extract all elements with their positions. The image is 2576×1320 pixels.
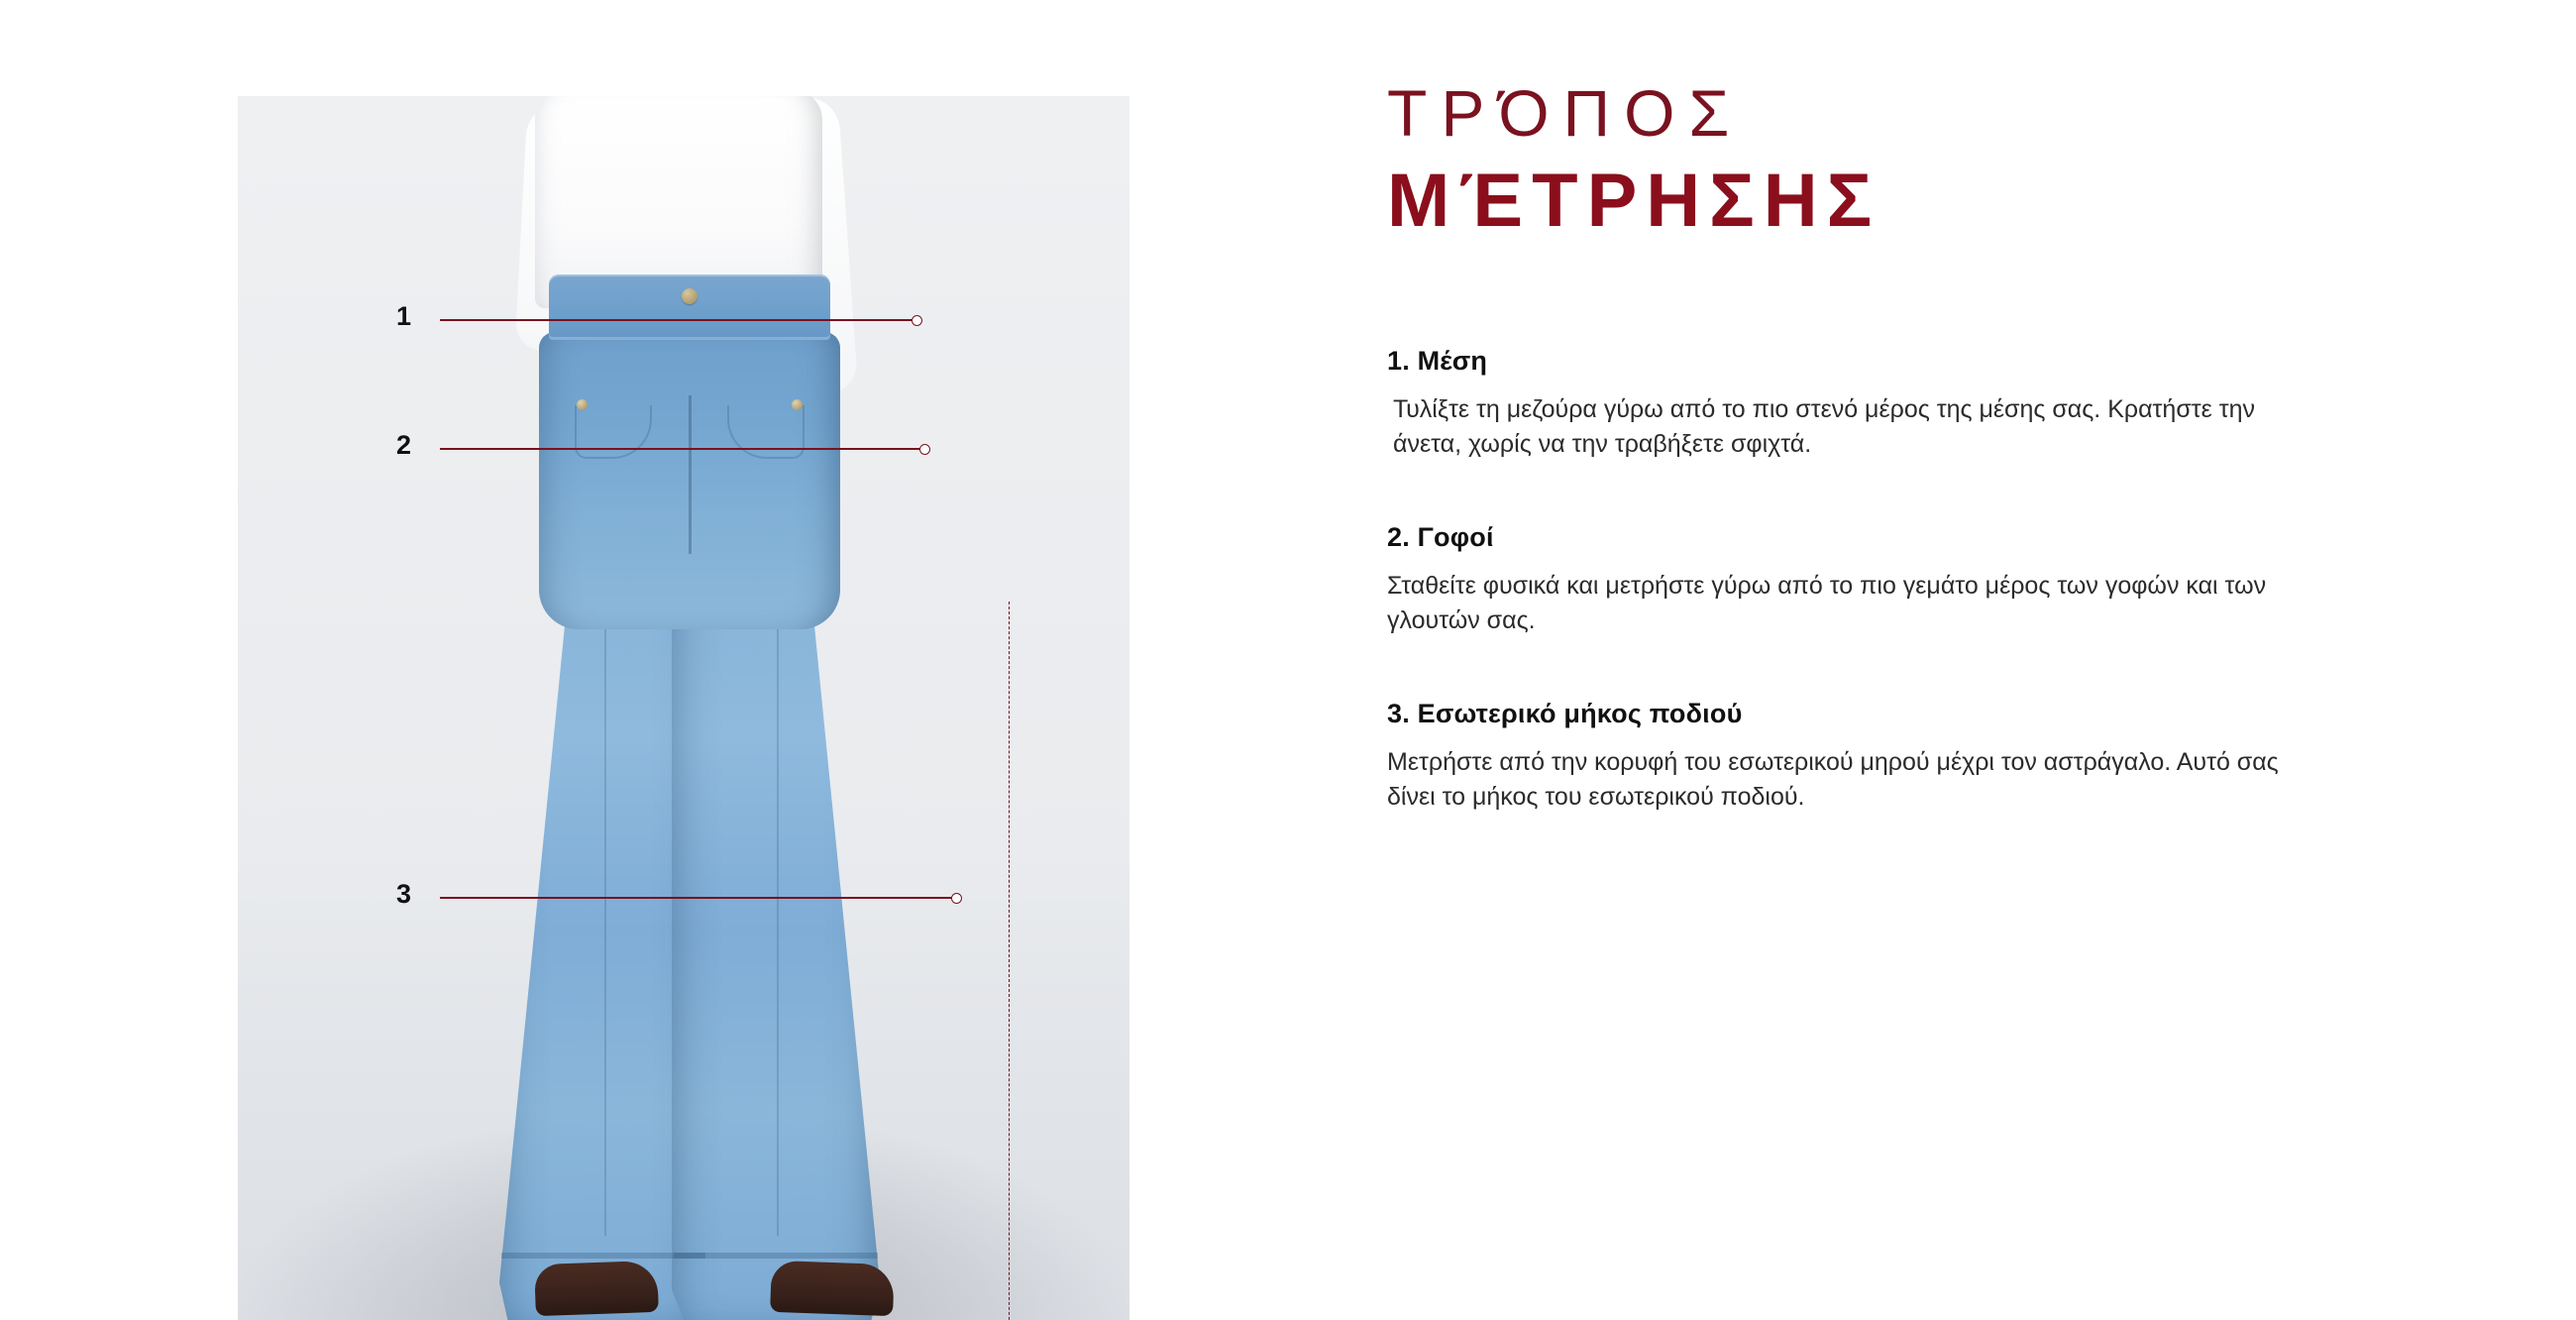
model-illustration: [238, 96, 1129, 1320]
jeans-hip: [539, 332, 840, 629]
shoe-left: [534, 1261, 659, 1316]
steps-list: [1387, 346, 2437, 816]
jeans-pocket-right: [727, 405, 805, 459]
page-title-line-2: ΜΈΤΡΗΣΗΣ: [1387, 159, 1881, 244]
step-item-inseam: [1387, 699, 2437, 816]
callout-1-dot: [912, 315, 922, 326]
step-1-title: 1. Μέση: [1387, 345, 1488, 376]
jeans-rivet-right: [792, 399, 803, 410]
instructions-panel: [1387, 76, 2437, 816]
step-item-waist: [1387, 346, 2437, 463]
callout-3-dot: [951, 893, 962, 904]
step-2-body: Σταθείτε φυσικά και μετρήστε γύρω από το πιο γεμάτο μέρος των γοφών και των γλουτών σας.: [1387, 571, 2267, 635]
page-title-line-1: ΤΡΌΠΟΣ: [1387, 76, 1744, 150]
jeans-hem-right: [674, 1253, 878, 1259]
jeans-crease-right: [777, 602, 779, 1236]
jeans-crease-left: [604, 602, 606, 1236]
step-item-hips: [1387, 522, 2437, 639]
callout-3-number: 3: [396, 879, 412, 909]
step-1-body: Τυλίξτε τη μεζούρα γύρω από το πιο στενό μέρος της μέσης σας. Κρατήστε την άνετα, χωρίς να την τραβήξετε σφιχτά.: [1393, 394, 2256, 459]
jeans-pocket-left: [575, 405, 652, 459]
callout-3-line: [440, 897, 955, 899]
callout-2-dot: [919, 444, 930, 455]
callout-1-line: [440, 319, 915, 321]
callout-2-line: [440, 448, 923, 450]
jeans-fly: [689, 395, 692, 554]
jeans-waistband: [549, 275, 830, 340]
product-measurement-image: [238, 96, 1129, 1320]
step-3-title: 3. Εσωτερικό μήκος ποδιού: [1387, 698, 1743, 728]
jeans: [521, 275, 858, 1320]
jeans-leg-right: [672, 572, 880, 1320]
step-2-title: 2. Γοφοί: [1387, 521, 1494, 552]
jeans-rivet-left: [577, 399, 588, 410]
shoe-right: [770, 1261, 895, 1316]
step-3-body: Μετρήστε από την κορυφή του εσωτερικού μηρού μέχρι τον αστράγαλο. Αυτό σας δίνει το μήκος του εσωτερικού ποδιού.: [1387, 747, 2279, 812]
callout-2-number: 2: [396, 430, 412, 460]
callout-1-number: 1: [396, 301, 412, 331]
inseam-dashed-guide: [1009, 602, 1010, 1320]
